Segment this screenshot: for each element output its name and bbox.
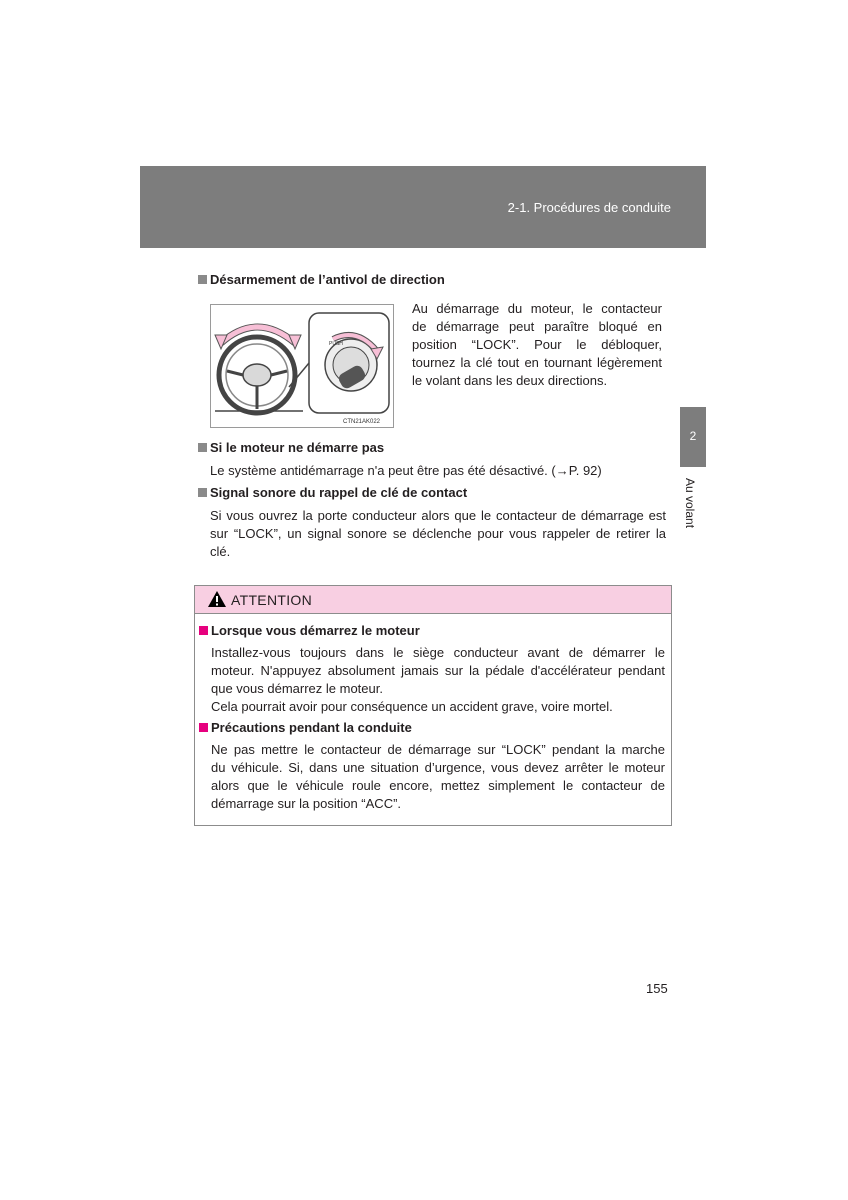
body-line: Cela pourrait avoir pour conséquence un accident grave, voire mortel. [211, 699, 613, 714]
body-line: le volant dans les deux directions. [412, 373, 608, 388]
body-line: tournez la clé tout en tournant légèrement [412, 355, 662, 370]
warning-triangle-icon [207, 590, 227, 608]
body-line: que vous démarrez le moteur. [211, 681, 383, 696]
section-heading-engine-not-starting [198, 440, 384, 456]
steering-lock-illustration [210, 304, 394, 428]
attention-body-starting [211, 644, 665, 716]
attention-heading-driving [199, 720, 412, 736]
attention-subtitle: Précautions pendant la conduite [211, 720, 412, 735]
section-heading-key-reminder [198, 485, 467, 501]
section-body-engine-not-starting: Le système antidémarrage n'a peut être pas été désactivé. (→P. 92) [210, 463, 602, 478]
push-label: PUSH [329, 341, 343, 347]
body-line: sur “LOCK”, un signal sonore se déclenche pour vous rappeler de retirer la [210, 526, 666, 541]
attention-box [194, 585, 672, 826]
attention-subtitle: Lorsque vous démarrez le moteur [211, 623, 420, 638]
attention-title: ATTENTION [231, 592, 312, 608]
body-line: du véhicule. Si, dans une situation d’urgence, vous devez arrêter le moteur [211, 760, 665, 775]
section-title: Désarmement de l’antivol de direction [210, 272, 445, 287]
bullet-square-icon [198, 275, 207, 284]
body-line: Si vous ouvrez la porte conducteur alors que le contacteur de démarrage est [210, 508, 666, 523]
body-line: moteur. N'appuyez absolument jamais sur la pédale d'accélérateur pendant [211, 663, 665, 678]
chapter-tab [680, 407, 706, 467]
steering-wheel-key-drawing [211, 305, 393, 427]
section-body-key-reminder [210, 507, 666, 561]
chapter-number: 2 [689, 429, 697, 443]
section-title: Si le moteur ne démarre pas [210, 440, 385, 455]
illustration-code: CTN21AK022 [343, 419, 381, 425]
section-body-steering-lock [412, 300, 662, 390]
page-number: 155 [646, 981, 668, 996]
bullet-square-icon [199, 626, 208, 635]
attention-body-driving [211, 741, 665, 813]
attention-heading-starting [199, 623, 420, 639]
header-title: 2-1. Procédures de conduite [507, 200, 671, 215]
body-line: démarrage sur la position “ACC”. [211, 796, 402, 811]
body-line: de démarrage peut paraître bloqué en [412, 319, 662, 334]
body-line: alors que le véhicule roule encore, mettez simplement le contacteur de [211, 778, 665, 793]
body-line: Ne pas mettre le contacteur de démarrage sur “LOCK” pendant la marche [211, 742, 665, 757]
chapter-label: Au volant [683, 478, 697, 529]
bullet-square-icon [198, 443, 207, 452]
section-heading-steering-lock [198, 272, 445, 288]
body-line: Au démarrage du moteur, le contacteur [412, 301, 662, 316]
bullet-square-icon [198, 488, 207, 497]
header-band [140, 166, 706, 248]
body-line: position “LOCK”. Pour le débloquer, [412, 337, 662, 352]
attention-header [195, 586, 671, 614]
section-title: Signal sonore du rappel de clé de contact [210, 485, 468, 500]
bullet-square-icon [199, 723, 208, 732]
body-line: clé. [210, 544, 231, 559]
body-line: Installez-vous toujours dans le siège conducteur avant de démarrer le [211, 645, 665, 660]
